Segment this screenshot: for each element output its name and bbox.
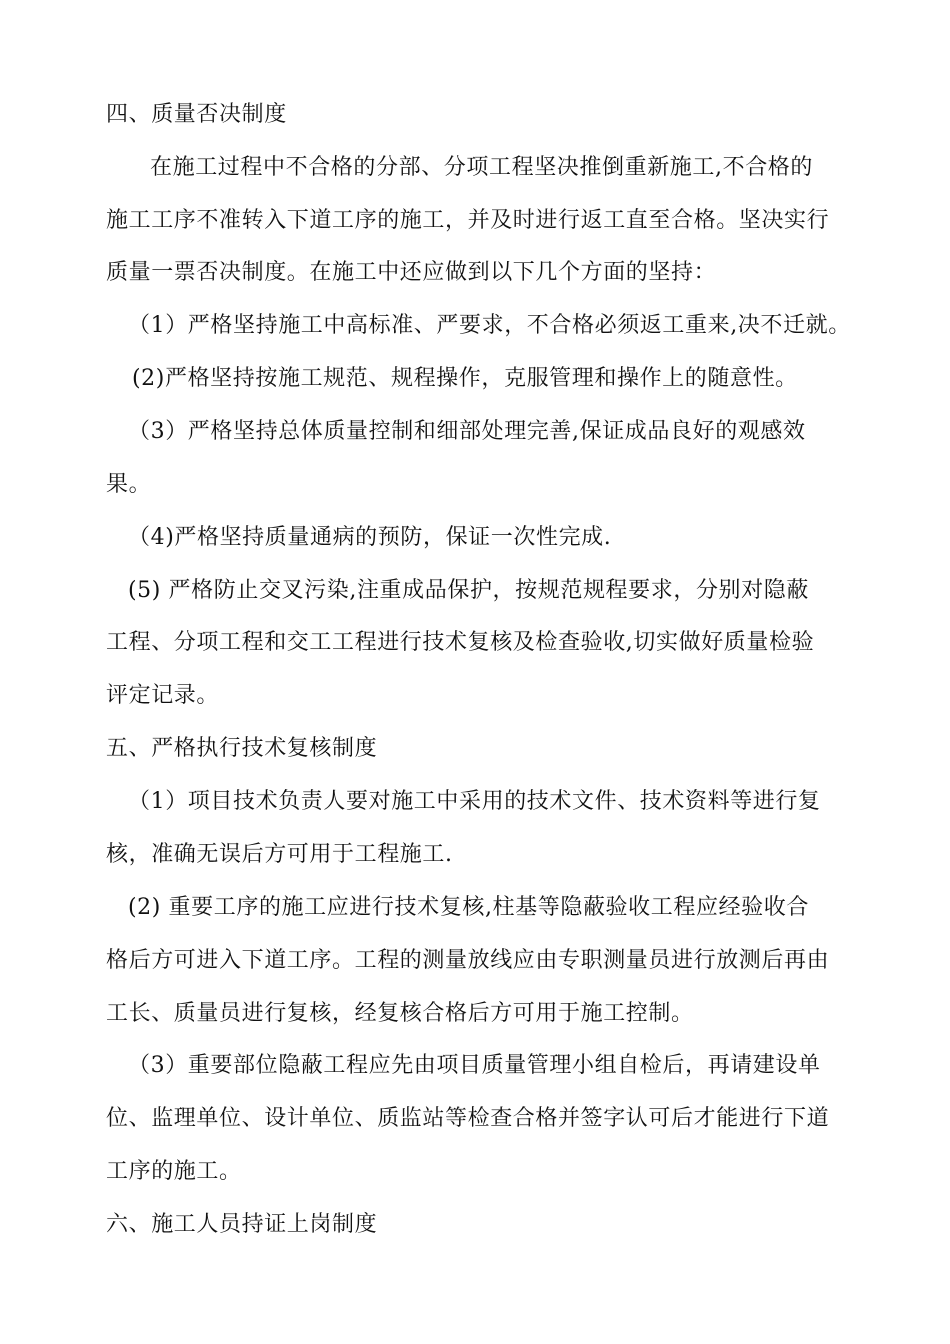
- section-heading-4: 四、质量否决制度: [106, 102, 287, 127]
- list-item-line: 工长、质量员进行复核，经复核合格后方可用于施工控制。: [106, 1001, 694, 1026]
- section-heading-5: 五、严格执行技术复核制度: [106, 736, 378, 761]
- list-item-line: 评定记录。: [106, 683, 220, 708]
- list-item-line: (2) 重要工序的施工应进行技术复核,柱基等隐蔽验收工程应经验收合: [128, 895, 809, 920]
- list-item-line: 位、监理单位、设计单位、质监站等检查合格并签字认可后才能进行下道: [106, 1106, 830, 1131]
- list-item-line: （3）重要部位隐蔽工程应先由项目质量管理小组自检后，再请建设单: [128, 1053, 821, 1078]
- paragraph-line: 施工工序不准转入下道工序的施工，并及时进行返工直至合格。坚决实行: [106, 208, 830, 233]
- list-item-line: 工程、分项工程和交工工程进行技术复核及检查验收,切实做好质量检验: [106, 630, 815, 655]
- list-item-line: （1）严格坚持施工中高标准、严要求，不合格必须返工重来,决不迁就。: [128, 313, 851, 338]
- list-item-line: (5) 严格防止交叉污染,注重成品保护，按规范规程要求，分别对隐蔽: [128, 578, 809, 603]
- section-heading-6: 六、施工人员持证上岗制度: [106, 1212, 378, 1237]
- list-item-line: （4)严格坚持质量通病的预防，保证一次性完成.: [128, 525, 612, 550]
- list-item-line: 果。: [106, 472, 152, 497]
- paragraph-line: 质量一票否决制度。在施工中还应做到以下几个方面的坚持：: [106, 260, 717, 285]
- paragraph-line: 在施工过程中不合格的分部、分项工程坚决推倒重新施工,不合格的: [150, 155, 813, 180]
- list-item-line: 格后方可进入下道工序。工程的测量放线应由专职测量员进行放测后再由: [106, 948, 830, 973]
- list-item-line: （1）项目技术负责人要对施工中采用的技术文件、技术资料等进行复: [128, 789, 821, 814]
- list-item-line: 工序的施工。: [106, 1159, 242, 1184]
- list-item-line: （3）严格坚持总体质量控制和细部处理完善,保证成品良好的观感效: [128, 419, 806, 444]
- list-item-line: 核，准确无误后方可用于工程施工.: [106, 842, 453, 867]
- list-item-line: (2)严格坚持按施工规范、规程操作，克服管理和操作上的随意性。: [132, 366, 798, 391]
